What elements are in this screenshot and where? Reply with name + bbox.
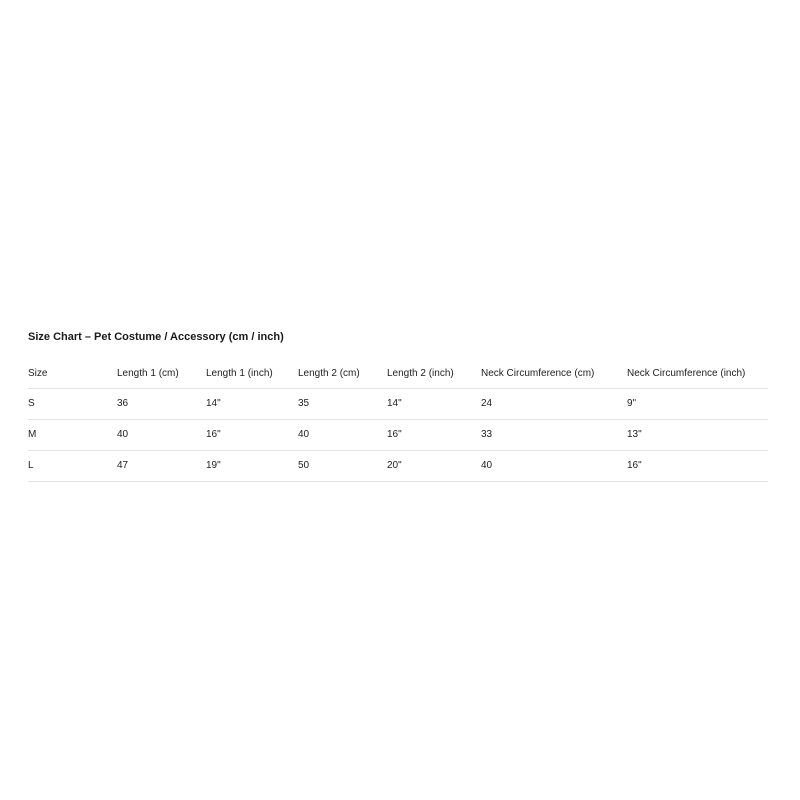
cell-size: M <box>28 419 117 450</box>
cell-length2-inch: 14" <box>387 388 481 419</box>
table-row <box>28 388 768 419</box>
header-length2-inch: Length 2 (inch) <box>387 360 481 388</box>
cell-neck-cm: 40 <box>481 450 627 481</box>
cell-length2-inch: 16" <box>387 419 481 450</box>
header-size: Size <box>28 360 117 388</box>
cell-neck-cm: 24 <box>481 388 627 419</box>
cell-neck-inch: 9" <box>627 388 768 419</box>
cell-neck-inch: 16" <box>627 450 768 481</box>
header-neck-cm: Neck Circumference (cm) <box>481 360 627 388</box>
cell-length2-cm: 35 <box>298 388 387 419</box>
cell-length2-cm: 50 <box>298 450 387 481</box>
cell-neck-cm: 33 <box>481 419 627 450</box>
header-neck-inch: Neck Circumference (inch) <box>627 360 768 388</box>
cell-size: S <box>28 388 117 419</box>
size-chart <box>28 330 768 482</box>
size-table <box>28 360 768 482</box>
cell-length2-cm: 40 <box>298 419 387 450</box>
cell-length1-cm: 36 <box>117 388 206 419</box>
cell-length1-inch: 19" <box>206 450 298 481</box>
table-header-row <box>28 360 768 388</box>
table-row <box>28 450 768 481</box>
cell-size: L <box>28 450 117 481</box>
header-length1-cm: Length 1 (cm) <box>117 360 206 388</box>
header-length2-cm: Length 2 (cm) <box>298 360 387 388</box>
cell-length1-cm: 47 <box>117 450 206 481</box>
cell-neck-inch: 13" <box>627 419 768 450</box>
cell-length1-inch: 14" <box>206 388 298 419</box>
cell-length1-cm: 40 <box>117 419 206 450</box>
cell-length2-inch: 20" <box>387 450 481 481</box>
table-row <box>28 419 768 450</box>
chart-title: Size Chart – Pet Costume / Accessory (cm / inch) <box>28 331 284 343</box>
cell-length1-inch: 16" <box>206 419 298 450</box>
header-length1-inch: Length 1 (inch) <box>206 360 298 388</box>
